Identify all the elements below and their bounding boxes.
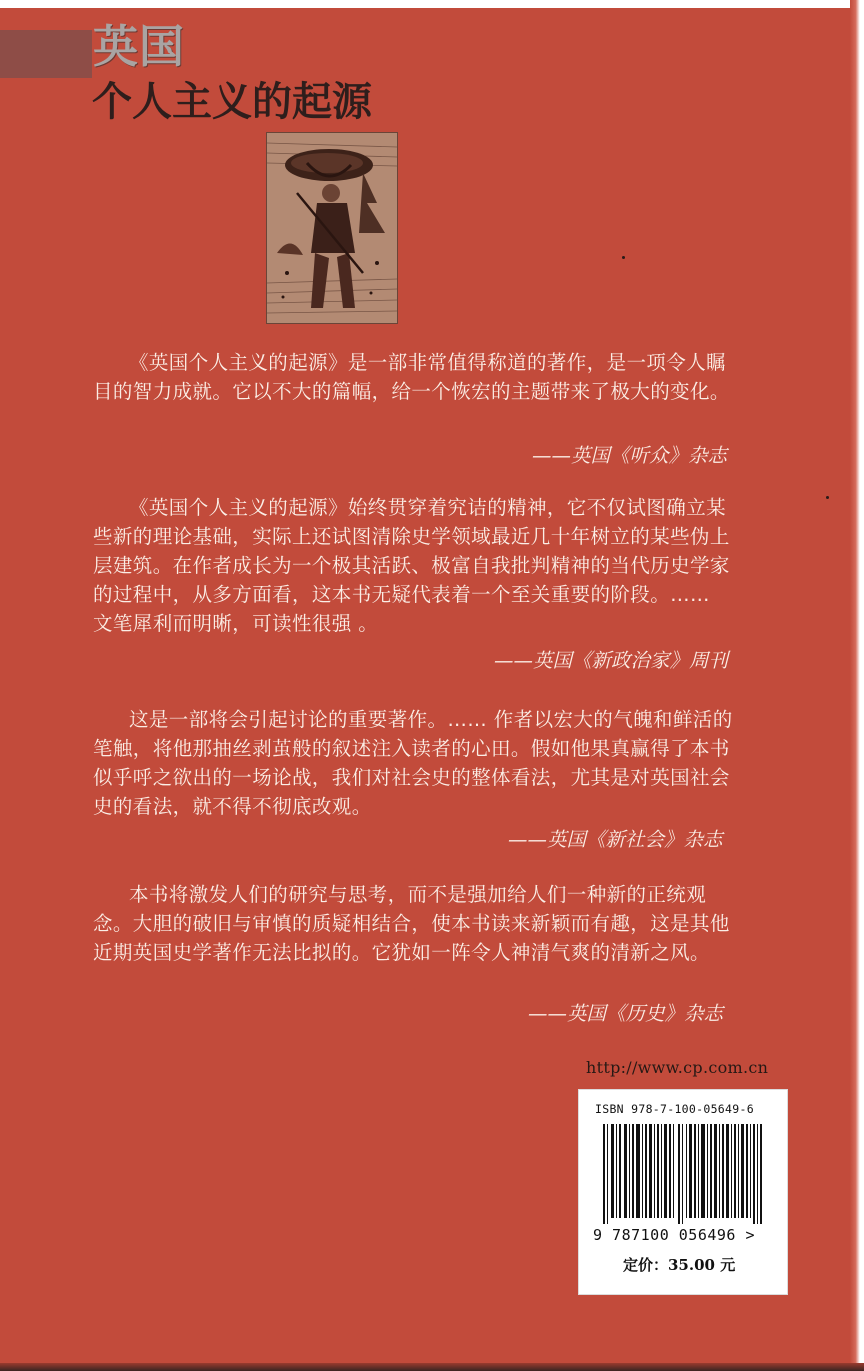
scan-edge-right: [850, 0, 864, 1371]
woodcut-traveler-illustration: [266, 132, 398, 324]
price-label: 定价：35.00 元: [623, 1256, 736, 1274]
review-source-4: ——英国《历史》杂志: [528, 1002, 724, 1025]
book-title-line2: 个人主义的起源: [92, 78, 372, 125]
isbn-text: ISBN 978-7-100-05649-6: [595, 1102, 754, 1116]
review-source-1: ——英国《听众》杂志: [532, 444, 728, 467]
scan-speck: [826, 496, 829, 499]
review-source-3: ——英国《新社会》杂志: [508, 828, 723, 851]
barcode-number: 9 787100 056496 >: [593, 1226, 756, 1244]
scan-edge-top: [0, 0, 864, 8]
scan-speck: [622, 256, 625, 259]
review-quote-4: 本书将激发人们的研究与思考，而不是强加给人们一种新的正统观念。大胆的破旧与审慎的质疑相结合，使本书读来新颖而有趣，这是其他近期英国史学著作无法比拟的。它犹如一阵令人神清气爽的清新之风。: [93, 883, 730, 964]
barcode-bars: [603, 1124, 763, 1224]
review-source-2: ——英国《新政治家》周刊: [494, 649, 729, 672]
scan-edge-bottom: [0, 1363, 864, 1371]
review-quote-1: 《英国个人主义的起源》是一部非常值得称道的著作，是一项令人瞩目的智力成就。它以不大的篇幅，给一个恢宏的主题带来了极大的变化。: [93, 351, 730, 403]
review-quote-2: 《英国个人主义的起源》始终贯穿着究诘的精神，它不仅试图确立某些新的理论基础，实际上还试图清除史学领域最近几十年树立的某些伪上层建筑。在作者成长为一个极其活跃、极富自我批判精神的当代历史学家的过程中，从多方面看，这本书无疑代表着一个至关重要的阶段。…… 文笔犀利而明晰，可读性很强 。: [93, 496, 730, 635]
book-title-line1: 英国: [93, 20, 186, 73]
barcode-label: [578, 1089, 788, 1295]
publisher-url: http://www.cp.com.cn: [586, 1058, 769, 1077]
review-quote-3: 这是一部将会引起讨论的重要著作。…… 作者以宏大的气魄和鲜活的笔触，将他那抽丝剥茧般的叙述注入读者的心田。假如他果真赢得了本书似乎呼之欲出的一场论战，我们对社会史的整体看法，尤其是对英国社会史的看法，就不得不彻底改观。: [93, 708, 733, 818]
title-accent-band: [0, 30, 92, 78]
